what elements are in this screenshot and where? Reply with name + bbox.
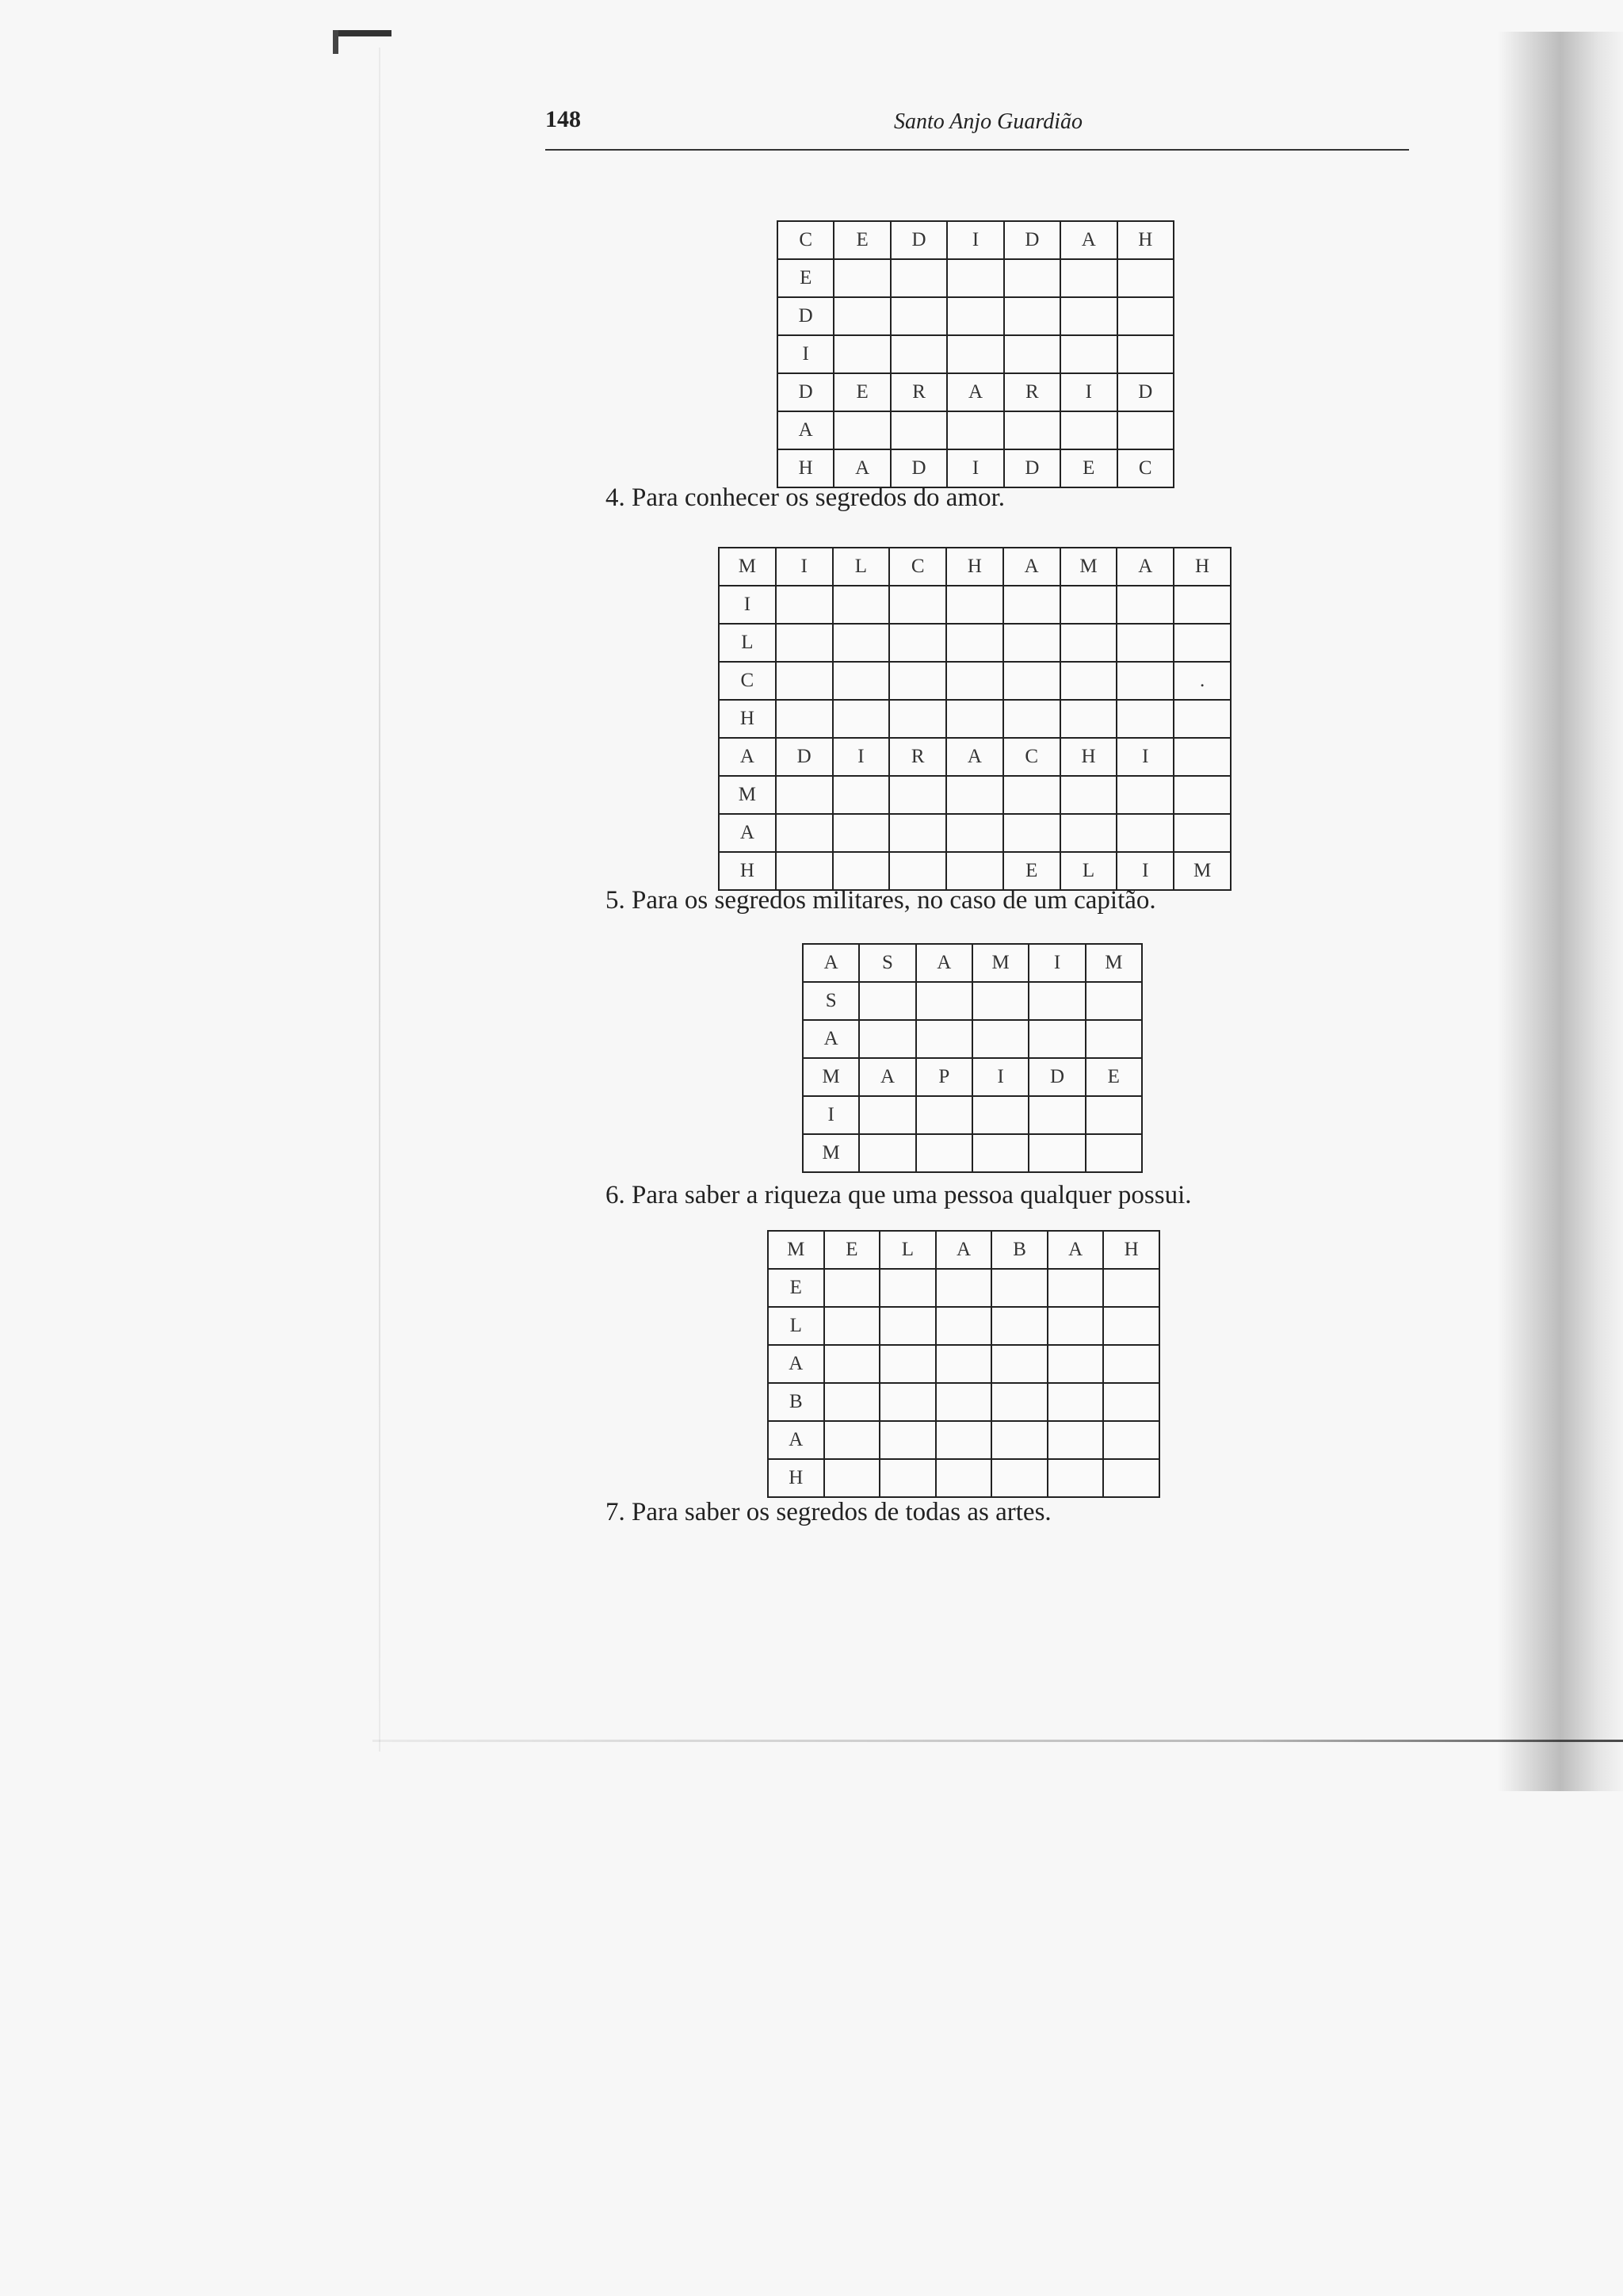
grid-cell bbox=[972, 982, 1029, 1020]
grid-cell: C bbox=[719, 662, 776, 700]
caption-item-4: 4. Para conhecer os segredos do amor. bbox=[605, 483, 1006, 512]
grid-cell bbox=[1060, 411, 1117, 449]
grid-cell bbox=[936, 1269, 992, 1307]
grid-cell: I bbox=[803, 1096, 859, 1134]
grid-cell bbox=[889, 852, 946, 890]
grid-cell: A bbox=[803, 1020, 859, 1058]
grid-cell bbox=[1086, 982, 1142, 1020]
grid-cell: I bbox=[833, 738, 890, 776]
grid-cell: A bbox=[916, 944, 972, 982]
grid-cell bbox=[1103, 1269, 1159, 1307]
grid-cell: A bbox=[1003, 548, 1060, 586]
page-number: 148 bbox=[545, 106, 581, 132]
grid-cell bbox=[1117, 624, 1174, 662]
grid-cell bbox=[1117, 586, 1174, 624]
grid-cell bbox=[880, 1345, 936, 1383]
grid-cell: A bbox=[834, 449, 890, 487]
grid-cell: A bbox=[1117, 548, 1174, 586]
grid-cell: A bbox=[946, 738, 1003, 776]
grid-cell bbox=[1003, 662, 1060, 700]
grid-cell bbox=[834, 411, 890, 449]
grid-row bbox=[719, 776, 1231, 814]
grid-cell bbox=[1174, 586, 1231, 624]
grid-cell bbox=[824, 1421, 880, 1459]
grid-cell bbox=[859, 1020, 915, 1058]
grid-cell: C bbox=[1117, 449, 1174, 487]
grid-cell: E bbox=[768, 1269, 824, 1307]
grid-cell: H bbox=[719, 852, 776, 890]
grid-cell: D bbox=[1029, 1058, 1085, 1096]
grid-cell bbox=[880, 1307, 936, 1345]
grid-cell bbox=[833, 700, 890, 738]
grid-cell bbox=[1003, 814, 1060, 852]
grid-cell: D bbox=[1004, 449, 1060, 487]
grid-cell: E bbox=[777, 259, 834, 297]
grid-cell: H bbox=[1103, 1231, 1159, 1269]
grid-cell: H bbox=[1060, 738, 1117, 776]
grid-cell bbox=[1117, 814, 1174, 852]
grid-cell bbox=[859, 982, 915, 1020]
grid-cell bbox=[1048, 1459, 1104, 1497]
grid-cell bbox=[946, 662, 1003, 700]
grid-row bbox=[719, 548, 1231, 586]
grid-cell bbox=[1117, 297, 1174, 335]
grid-cell: D bbox=[1117, 373, 1174, 411]
grid-cell bbox=[1060, 586, 1117, 624]
grid-cell: B bbox=[768, 1383, 824, 1421]
grid-cell bbox=[833, 776, 890, 814]
caption-item-5: 5. Para os segredos militares, no caso de um capitão. bbox=[605, 886, 1156, 915]
grid-cell bbox=[1060, 700, 1117, 738]
grid-row bbox=[777, 411, 1174, 449]
grid-cell bbox=[1048, 1307, 1104, 1345]
grid-cell: L bbox=[1060, 852, 1117, 890]
grid-cell: A bbox=[1060, 221, 1117, 259]
caption-item-7: 7. Para saber os segredos de todas as artes. bbox=[605, 1498, 1052, 1526]
grid-cell: I bbox=[776, 548, 833, 586]
grid-cell: A bbox=[768, 1345, 824, 1383]
grid-cell: A bbox=[803, 944, 859, 982]
grid-cell bbox=[1060, 776, 1117, 814]
grid-row bbox=[719, 700, 1231, 738]
grid-cell bbox=[833, 624, 890, 662]
grid-cell: M bbox=[1086, 944, 1142, 982]
grid-cell bbox=[824, 1383, 880, 1421]
grid-cell bbox=[880, 1383, 936, 1421]
grid-cell bbox=[991, 1459, 1048, 1497]
grid-row bbox=[768, 1269, 1159, 1307]
grid-row bbox=[768, 1383, 1159, 1421]
grid-cell: L bbox=[880, 1231, 936, 1269]
grid-cell bbox=[1174, 814, 1231, 852]
grid-cell bbox=[776, 700, 833, 738]
grid-cell: M bbox=[768, 1231, 824, 1269]
grid-cell bbox=[1060, 814, 1117, 852]
grid-cell: H bbox=[768, 1459, 824, 1497]
grid-cell: A bbox=[777, 411, 834, 449]
grid-cell bbox=[833, 852, 890, 890]
grid-row bbox=[777, 221, 1174, 259]
grid-cell: E bbox=[1003, 852, 1060, 890]
grid-cell bbox=[1117, 335, 1174, 373]
grid-row bbox=[777, 449, 1174, 487]
grid-cell bbox=[889, 814, 946, 852]
grid-cell bbox=[1117, 776, 1174, 814]
grid-cell bbox=[776, 776, 833, 814]
grid-row bbox=[719, 738, 1231, 776]
grid-cell: M bbox=[719, 548, 776, 586]
grid-cell: I bbox=[947, 221, 1003, 259]
grid-cell: I bbox=[947, 449, 1003, 487]
grid-cell: A bbox=[947, 373, 1003, 411]
grid-cell bbox=[824, 1269, 880, 1307]
grid-cell bbox=[1003, 776, 1060, 814]
grid-cell bbox=[1060, 624, 1117, 662]
grid-row bbox=[719, 586, 1231, 624]
grid-cell: D bbox=[777, 297, 834, 335]
grid-cell bbox=[880, 1459, 936, 1497]
grid-cell bbox=[916, 1134, 972, 1172]
grid-cell bbox=[916, 982, 972, 1020]
grid-cell bbox=[1117, 662, 1174, 700]
grid-cell bbox=[1103, 1421, 1159, 1459]
grid-cell bbox=[776, 852, 833, 890]
grid-cell bbox=[1048, 1269, 1104, 1307]
grid-cell: I bbox=[1117, 738, 1174, 776]
grid-cell bbox=[946, 586, 1003, 624]
grid-cell: H bbox=[1174, 548, 1231, 586]
grid-cell: H bbox=[777, 449, 834, 487]
grid-cell bbox=[972, 1020, 1029, 1058]
grid-cell bbox=[1103, 1459, 1159, 1497]
grid-cell: A bbox=[719, 738, 776, 776]
grid-cell bbox=[889, 662, 946, 700]
grid-cell: M bbox=[719, 776, 776, 814]
grid-cell bbox=[1060, 662, 1117, 700]
grid-cell: E bbox=[1060, 449, 1117, 487]
grid-cell: S bbox=[859, 944, 915, 982]
grid-cell: I bbox=[719, 586, 776, 624]
grid-cell: H bbox=[946, 548, 1003, 586]
grid-cell bbox=[1029, 1096, 1085, 1134]
grid-row bbox=[803, 1096, 1142, 1134]
grid-cell bbox=[1048, 1383, 1104, 1421]
grid-cell bbox=[776, 586, 833, 624]
grid-cell bbox=[916, 1020, 972, 1058]
grid-cell bbox=[833, 586, 890, 624]
grid-row bbox=[719, 662, 1231, 700]
grid-cell bbox=[880, 1269, 936, 1307]
grid-cell bbox=[1060, 335, 1117, 373]
grid-row bbox=[768, 1345, 1159, 1383]
grid-cell bbox=[1003, 624, 1060, 662]
letter-grid-asamim bbox=[802, 943, 1143, 1173]
page-header bbox=[545, 106, 1409, 151]
grid-cell bbox=[991, 1421, 1048, 1459]
grid-cell bbox=[916, 1096, 972, 1134]
grid-cell: A bbox=[936, 1231, 992, 1269]
grid-cell bbox=[1086, 1096, 1142, 1134]
grid-cell: L bbox=[833, 548, 890, 586]
grid-row bbox=[777, 335, 1174, 373]
grid-cell bbox=[1029, 1134, 1085, 1172]
grid-cell: L bbox=[719, 624, 776, 662]
grid-row bbox=[777, 297, 1174, 335]
grid-row bbox=[719, 852, 1231, 890]
grid-cell bbox=[1004, 411, 1060, 449]
grid-cell: A bbox=[1048, 1231, 1104, 1269]
grid-cell: H bbox=[719, 700, 776, 738]
letter-grid-milchamah bbox=[718, 547, 1232, 891]
grid-cell bbox=[991, 1383, 1048, 1421]
grid-cell bbox=[891, 335, 947, 373]
grid-cell: R bbox=[891, 373, 947, 411]
grid-cell: E bbox=[834, 373, 890, 411]
grid-cell bbox=[889, 700, 946, 738]
grid-cell: P bbox=[916, 1058, 972, 1096]
grid-cell bbox=[834, 259, 890, 297]
grid-cell bbox=[1048, 1421, 1104, 1459]
grid-cell bbox=[991, 1307, 1048, 1345]
grid-row bbox=[777, 373, 1174, 411]
grid-cell bbox=[972, 1096, 1029, 1134]
grid-cell bbox=[936, 1421, 992, 1459]
grid-cell: D bbox=[1004, 221, 1060, 259]
grid-cell bbox=[1004, 335, 1060, 373]
grid-cell: E bbox=[834, 221, 890, 259]
grid-cell: I bbox=[1029, 944, 1085, 982]
grid-row bbox=[719, 814, 1231, 852]
grid-cell bbox=[1004, 297, 1060, 335]
grid-cell: A bbox=[719, 814, 776, 852]
grid-row bbox=[803, 944, 1142, 982]
grid-cell: I bbox=[1060, 373, 1117, 411]
grid-cell bbox=[1086, 1020, 1142, 1058]
grid-cell bbox=[1003, 586, 1060, 624]
grid-cell bbox=[891, 411, 947, 449]
grid-row bbox=[768, 1231, 1159, 1269]
grid-cell bbox=[834, 297, 890, 335]
grid-cell: I bbox=[777, 335, 834, 373]
grid-cell bbox=[947, 259, 1003, 297]
grid-cell bbox=[936, 1383, 992, 1421]
grid-cell bbox=[891, 297, 947, 335]
grid-cell: E bbox=[1086, 1058, 1142, 1096]
grid-cell: A bbox=[768, 1421, 824, 1459]
grid-cell bbox=[834, 335, 890, 373]
grid-cell bbox=[1048, 1345, 1104, 1383]
grid-row bbox=[777, 259, 1174, 297]
grid-row bbox=[803, 982, 1142, 1020]
grid-cell: M bbox=[803, 1058, 859, 1096]
grid-cell bbox=[776, 814, 833, 852]
grid-cell bbox=[776, 662, 833, 700]
grid-cell bbox=[824, 1459, 880, 1497]
grid-cell bbox=[1086, 1134, 1142, 1172]
grid-cell bbox=[1117, 411, 1174, 449]
grid-cell bbox=[824, 1345, 880, 1383]
grid-cell: I bbox=[1117, 852, 1174, 890]
grid-cell bbox=[946, 776, 1003, 814]
grid-cell bbox=[889, 776, 946, 814]
grid-cell bbox=[1117, 700, 1174, 738]
grid-cell bbox=[936, 1459, 992, 1497]
grid-cell bbox=[1103, 1383, 1159, 1421]
grid-cell bbox=[947, 297, 1003, 335]
grid-cell bbox=[859, 1096, 915, 1134]
grid-cell bbox=[1174, 700, 1231, 738]
grid-row bbox=[803, 1058, 1142, 1096]
grid-cell: I bbox=[972, 1058, 1029, 1096]
grid-cell: M bbox=[1060, 548, 1117, 586]
grid-cell bbox=[946, 624, 1003, 662]
grid-cell bbox=[946, 852, 1003, 890]
grid-row bbox=[768, 1421, 1159, 1459]
grid-cell bbox=[1060, 259, 1117, 297]
grid-cell bbox=[880, 1421, 936, 1459]
caption-item-6: 6. Para saber a riqueza que uma pessoa qualquer possui. bbox=[605, 1181, 1192, 1209]
grid-cell: B bbox=[991, 1231, 1048, 1269]
grid-row bbox=[803, 1134, 1142, 1172]
grid-cell bbox=[936, 1307, 992, 1345]
grid-row bbox=[768, 1459, 1159, 1497]
grid-cell: L bbox=[768, 1307, 824, 1345]
grid-cell bbox=[991, 1269, 1048, 1307]
grid-cell: S bbox=[803, 982, 859, 1020]
grid-cell bbox=[889, 624, 946, 662]
grid-cell bbox=[972, 1134, 1029, 1172]
grid-cell bbox=[1174, 624, 1231, 662]
grid-cell: R bbox=[1004, 373, 1060, 411]
grid-row bbox=[803, 1020, 1142, 1058]
grid-cell: C bbox=[1003, 738, 1060, 776]
grid-cell bbox=[947, 335, 1003, 373]
grid-cell bbox=[1174, 776, 1231, 814]
grid-cell bbox=[946, 700, 1003, 738]
grid-cell: C bbox=[777, 221, 834, 259]
letter-grid-melabah bbox=[767, 1230, 1160, 1498]
grid-row bbox=[768, 1307, 1159, 1345]
grid-cell bbox=[1003, 700, 1060, 738]
grid-cell: A bbox=[859, 1058, 915, 1096]
grid-cell: D bbox=[777, 373, 834, 411]
grid-cell bbox=[946, 814, 1003, 852]
grid-cell bbox=[1103, 1345, 1159, 1383]
grid-cell: H bbox=[1117, 221, 1174, 259]
grid-cell bbox=[947, 411, 1003, 449]
grid-cell: M bbox=[972, 944, 1029, 982]
grid-cell: D bbox=[891, 449, 947, 487]
grid-cell bbox=[1117, 259, 1174, 297]
grid-cell bbox=[776, 624, 833, 662]
grid-cell bbox=[1029, 1020, 1085, 1058]
grid-cell: M bbox=[803, 1134, 859, 1172]
letter-grid-cedidah bbox=[777, 220, 1174, 488]
grid-row bbox=[719, 624, 1231, 662]
grid-cell: C bbox=[889, 548, 946, 586]
grid-cell bbox=[1103, 1307, 1159, 1345]
grid-cell: M bbox=[1174, 852, 1231, 890]
grid-cell: E bbox=[824, 1231, 880, 1269]
grid-cell bbox=[824, 1307, 880, 1345]
grid-cell bbox=[1060, 297, 1117, 335]
grid-cell bbox=[1029, 982, 1085, 1020]
grid-cell bbox=[891, 259, 947, 297]
grid-cell bbox=[859, 1134, 915, 1172]
grid-cell bbox=[991, 1345, 1048, 1383]
grid-cell bbox=[936, 1345, 992, 1383]
grid-cell bbox=[889, 586, 946, 624]
grid-cell: D bbox=[776, 738, 833, 776]
grid-cell bbox=[833, 662, 890, 700]
grid-cell bbox=[1174, 738, 1231, 776]
grid-cell: D bbox=[891, 221, 947, 259]
grid-cell: R bbox=[889, 738, 946, 776]
grid-cell bbox=[833, 814, 890, 852]
grid-cell: . bbox=[1174, 662, 1231, 700]
grid-cell bbox=[1004, 259, 1060, 297]
running-title: Santo Anjo Guardião bbox=[894, 109, 1083, 134]
